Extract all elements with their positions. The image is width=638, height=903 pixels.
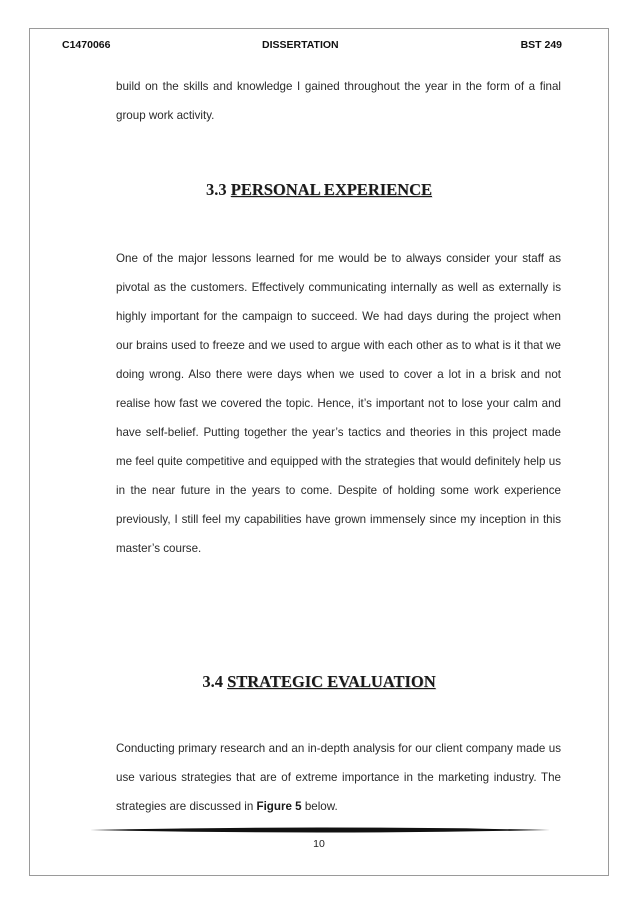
header-student-id: C1470066 <box>62 39 111 51</box>
header-module-code: BST 249 <box>520 39 562 51</box>
section-title: STRATEGIC EVALUATION <box>227 672 436 691</box>
paragraph-text: Conducting primary research and an in-depth analysis for our client company made us use various strategies that are of extreme importance in the marketing industry. The strategies are discussed in <box>116 742 561 813</box>
section-number: 3.3 <box>206 180 227 199</box>
section-number: 3.4 <box>202 672 223 691</box>
section-heading-personal-experience <box>0 180 638 200</box>
intro-paragraph: build on the skills and knowledge I gained throughout the year in the form of a final group work activity. <box>116 80 561 122</box>
section-title: PERSONAL EXPERIENCE <box>230 180 432 199</box>
strategic-evaluation-paragraph <box>116 734 561 821</box>
section-heading-strategic-evaluation <box>0 672 638 692</box>
page-number: 10 <box>313 838 325 850</box>
figure-reference: Figure 5 <box>256 800 302 813</box>
paragraph-text-end: below. <box>301 800 338 813</box>
page-header <box>62 39 562 53</box>
header-document-type: DISSERTATION <box>262 39 339 51</box>
personal-experience-paragraph: One of the major lessons learned for me would be to always consider your staff as pivotal as the customers. Effectively communicating internally as well as externally is highly important for the campaign to succeed. We had days during the project when our brains used to freeze and we used to argue with each other as to what is it that we doing wrong. Also there were days when we used to cover a lot in a brisk and not realise how fast we covered the topic. Hence, it’s important not to lose your calm and have self-belief. Putting together the year’s tactics and theories in this project made me feel quite competitive and equipped with the strategies that would definitely help us in the near future in the years to come. Despite of holding some work experience previously, I still feel my capabilities have grown immensely since my inception in this master’s course. <box>116 252 561 555</box>
footer-divider <box>90 826 550 834</box>
